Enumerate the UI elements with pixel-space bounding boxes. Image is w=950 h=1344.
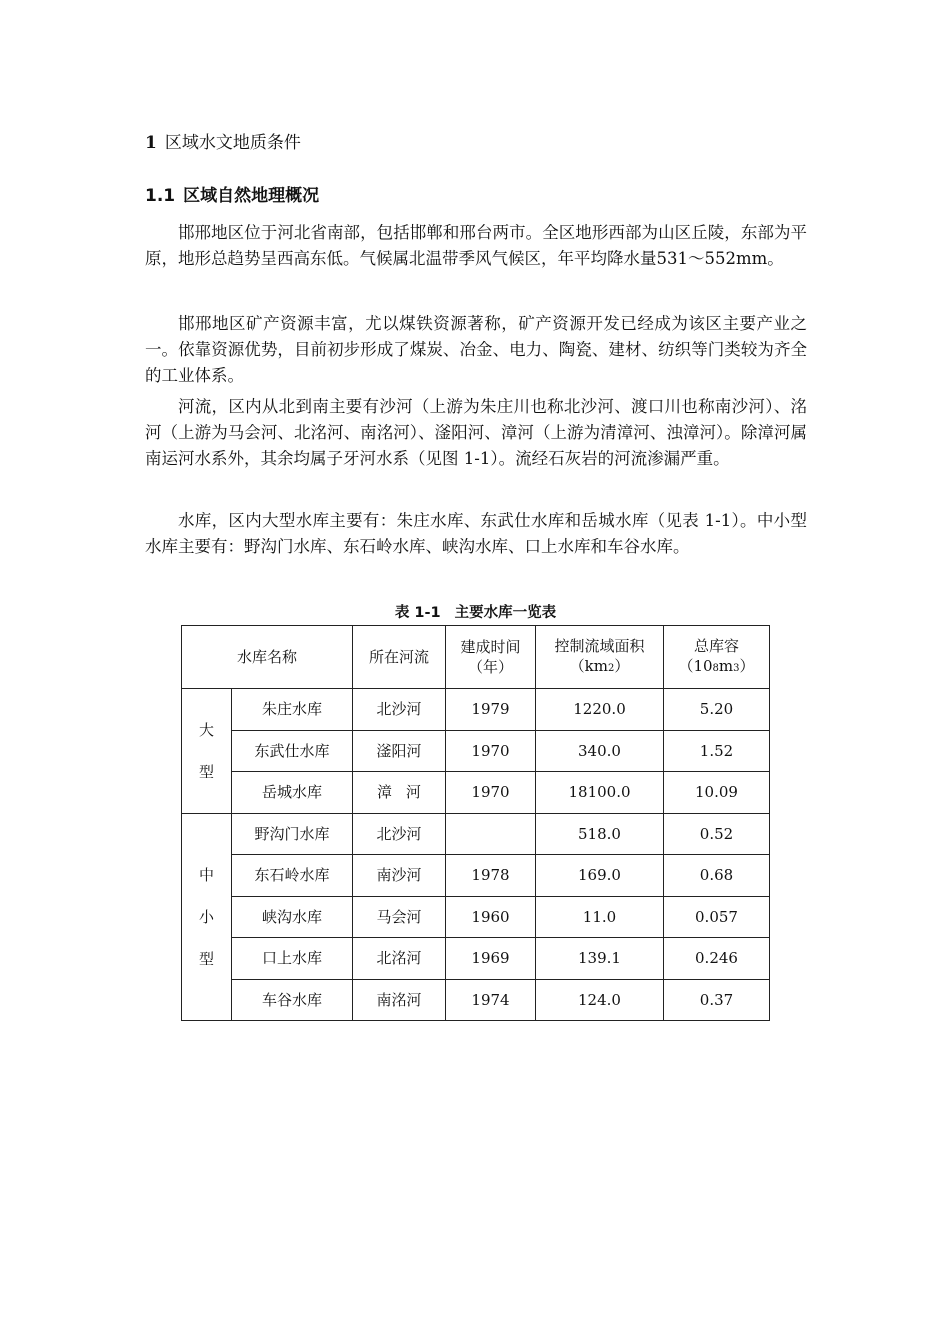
table-row [182,730,770,772]
table-caption-number: 表 1-1 [394,605,441,621]
section-number: 1 [145,133,157,153]
cell-river: 南洺河 [353,979,446,1021]
cell-river: 北洺河 [353,938,446,980]
cell-name: 岳城水库 [232,772,353,814]
cell-river: 马会河 [353,896,446,938]
paragraph-minerals: 邯邢地区矿产资源丰富，尤以煤铁资源著称，矿产资源开发已经成为该区主要产业之一。依靠资源优势，目前初步形成了煤炭、冶金、电力、陶瓷、建材、纺织等门类较为齐全的工业体系。 [145,314,807,385]
cell-area: 18100.0 [536,772,664,814]
cell-name: 朱庄水库 [232,689,353,731]
table-caption-title: 主要水库一览表 [454,605,557,621]
header-catchment-area [536,626,664,689]
cell-name: 东石岭水库 [232,855,353,897]
cell-year [446,813,536,855]
header-river: 所在河流 [353,626,446,689]
cell-river: 南沙河 [353,855,446,897]
cell-capacity: 0.057 [664,896,770,938]
cell-year: 1979 [446,689,536,731]
cell-river: 北沙河 [353,689,446,731]
header-total-capacity [664,626,770,689]
cell-name: 车谷水库 [232,979,353,1021]
table-row [182,813,770,855]
header-catchment-area-label: 控制流域面积 [554,636,645,655]
cell-area: 139.1 [536,938,664,980]
header-reservoir-name: 水库名称 [182,626,353,689]
group-label-large: 大 型 [182,689,232,814]
header-build-year-unit: （年） [467,658,513,676]
header-build-year-label: 建成时间 [460,638,521,656]
cell-capacity: 0.52 [664,813,770,855]
table-caption [181,603,770,623]
table-row [182,689,770,731]
cell-year: 1970 [446,730,536,772]
group-label-medium-small: 中 小 型 [182,813,232,1021]
cell-year: 1974 [446,979,536,1021]
header-build-year [446,626,536,689]
table-row [182,772,770,814]
subsection-title: 区域自然地理概况 [183,186,320,206]
cell-river: 滏阳河 [353,730,446,772]
cell-name: 口上水库 [232,938,353,980]
cell-river: 北沙河 [353,813,446,855]
cell-capacity: 0.37 [664,979,770,1021]
cell-name: 东武仕水库 [232,730,353,772]
cell-capacity: 5.20 [664,689,770,731]
paragraph-reservoirs: 水库，区内大型水库主要有：朱庄水库、东武仕水库和岳城水库（见表 1-1）。中小型水库主要有：野沟门水库、东石岭水库、峡沟水库、口上水库和车谷水库。 [145,511,807,556]
cell-area: 518.0 [536,813,664,855]
cell-name: 峡沟水库 [232,896,353,938]
cell-area: 11.0 [536,896,664,938]
cell-capacity: 1.52 [664,730,770,772]
table-row [182,896,770,938]
table-row [182,938,770,980]
header-catchment-area-unit: （km2） [569,656,630,675]
section-heading-1-1 [145,185,319,207]
cell-year: 1970 [446,772,536,814]
cell-capacity: 0.68 [664,855,770,897]
header-total-capacity-unit: （108m3） [678,656,755,675]
cell-area: 340.0 [536,730,664,772]
paragraph-rivers: 河流，区内从北到南主要有沙河（上游为朱庄川也称北沙河、渡口川也称南沙河）、洺河（上游为马会河、北洺河、南洺河）、滏阳河、漳河（上游为清漳河、浊漳河）。除漳河属南运河水系外，其余均属子牙河水系（见图 1-1）。流经石灰岩的河流渗漏严重。 [145,397,807,468]
cell-area: 124.0 [536,979,664,1021]
cell-capacity: 10.09 [664,772,770,814]
cell-river: 漳河 [353,772,446,814]
cell-year: 1960 [446,896,536,938]
cell-area: 1220.0 [536,689,664,731]
table-row [182,979,770,1021]
reservoir-table [181,625,770,1021]
cell-area: 169.0 [536,855,664,897]
section-heading-1 [145,132,301,154]
table-row [182,855,770,897]
cell-year: 1978 [446,855,536,897]
subsection-number: 1.1 [145,186,176,206]
paragraph-geography: 邯邢地区位于河北省南部，包括邯郸和邢台两市。全区地形西部为山区丘陵，东部为平原，地形总趋势呈西高东低。气候属北温带季风气候区，年平均降水量531～552mm。 [145,223,807,268]
section-title: 区域水文地质条件 [164,133,301,153]
cell-capacity: 0.246 [664,938,770,980]
table-header-row [182,626,770,689]
cell-year: 1969 [446,938,536,980]
cell-name: 野沟门水库 [232,813,353,855]
header-total-capacity-label: 总库容 [693,636,739,655]
